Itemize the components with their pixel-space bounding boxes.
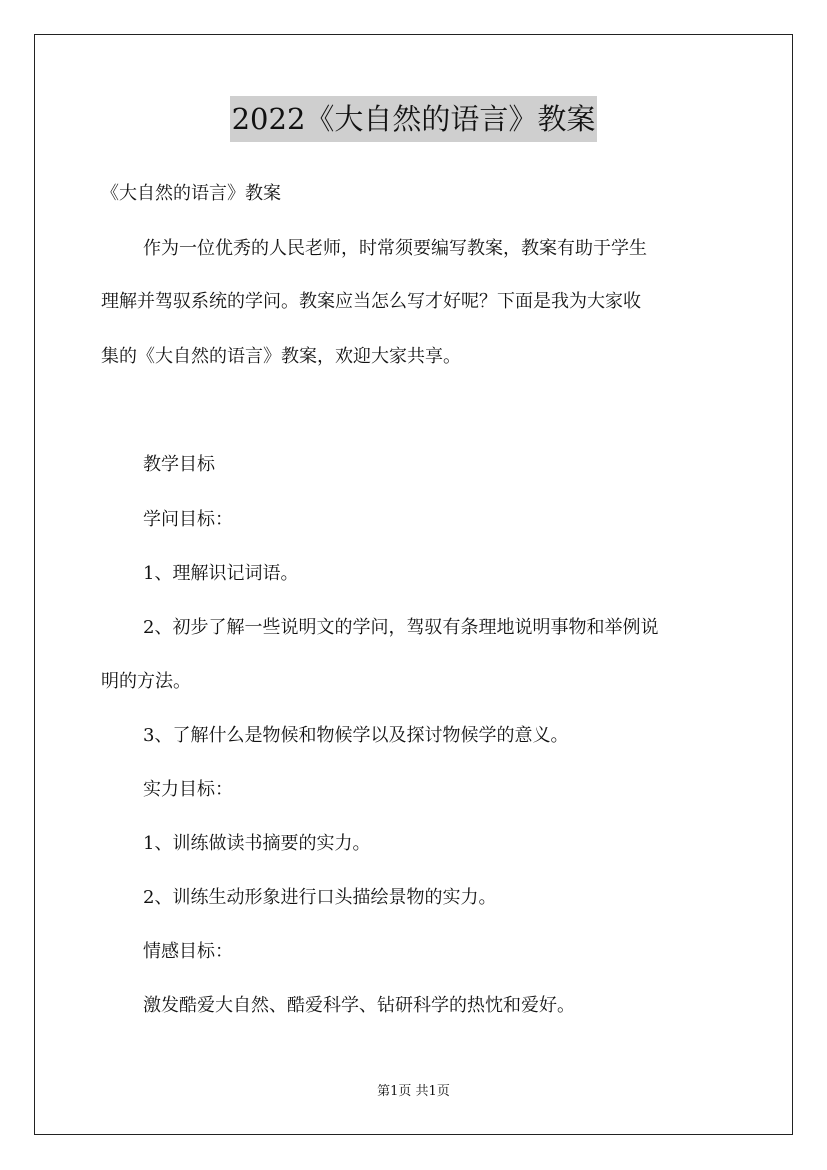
- knowledge-item-1: 1、理解识记词语。: [143, 563, 299, 584]
- document-title: 2022《大自然的语言》教案: [230, 96, 598, 142]
- knowledge-heading: 学问目标：: [143, 509, 233, 530]
- ability-heading: 实力目标：: [143, 779, 233, 800]
- document-subtitle: 《大自然的语言》教案: [101, 183, 281, 204]
- knowledge-item-3: 3、了解什么是物候和物候学以及探讨物候学的意义。: [143, 725, 569, 746]
- title-container: [0, 96, 827, 142]
- section-heading: 教学目标: [143, 454, 215, 475]
- intro-line-1: 作为一位优秀的人民老师，时常须要编写教案，教案有助于学生: [143, 238, 647, 259]
- emotion-heading: 情感目标：: [143, 941, 233, 962]
- intro-line-3: 集的《大自然的语言》教案，欢迎大家共享。: [101, 346, 461, 367]
- intro-line-2: 理解并驾驭系统的学问。教案应当怎么写才好呢？下面是我为大家收: [101, 291, 641, 312]
- page-footer: 第1页 共1页: [377, 1084, 450, 1099]
- ability-item-1: 1、训练做读书摘要的实力。: [143, 833, 371, 854]
- ability-item-2: 2、训练生动形象进行口头描绘景物的实力。: [143, 887, 497, 908]
- knowledge-item-2-line-1: 2、初步了解一些说明文的学问，驾驭有条理地说明事物和举例说: [143, 617, 659, 638]
- knowledge-item-2-line-2: 明的方法。: [101, 671, 191, 692]
- emotion-item-1: 激发酷爱大自然、酷爱科学、钻研科学的热忱和爱好。: [143, 995, 575, 1016]
